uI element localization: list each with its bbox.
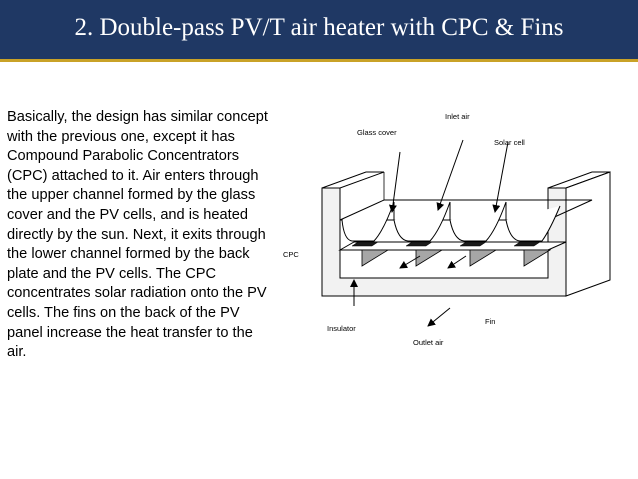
label-fin: Fin <box>485 317 496 326</box>
label-outlet-air: Outlet air <box>413 338 444 347</box>
description-paragraph: Basically, the design has similar concept with the previous one, except it has Compound Parabolic Concentrators (CPC) attached to it. Air enters through the upper channel formed by the glass cover and the PV cells, and is heated directly by the sun. Next, it exits through the lower channel formed by the back plate and the PV cells. The CPC concentrates solar radiation onto the PV cells. The fins on the back of the PV panel increase the heat transfer to the air. <box>7 109 268 361</box>
fins <box>362 250 550 266</box>
label-cpc: CPC <box>283 250 299 259</box>
insulator-left-top <box>322 172 384 188</box>
slide-title: 2. Double-pass PV/T air heater with CPC & Fins <box>74 14 564 41</box>
title-bar <box>0 0 638 62</box>
insulator-right-side <box>566 172 610 296</box>
cpc-troughs <box>342 202 560 241</box>
label-glass-cover: Glass cover <box>357 128 397 137</box>
label-insulator: Insulator <box>327 324 356 333</box>
label-inlet-air: Inlet air <box>445 112 470 121</box>
pvt-air-heater-diagram <box>270 100 638 385</box>
label-solar-cell: Solar cell <box>494 138 525 147</box>
